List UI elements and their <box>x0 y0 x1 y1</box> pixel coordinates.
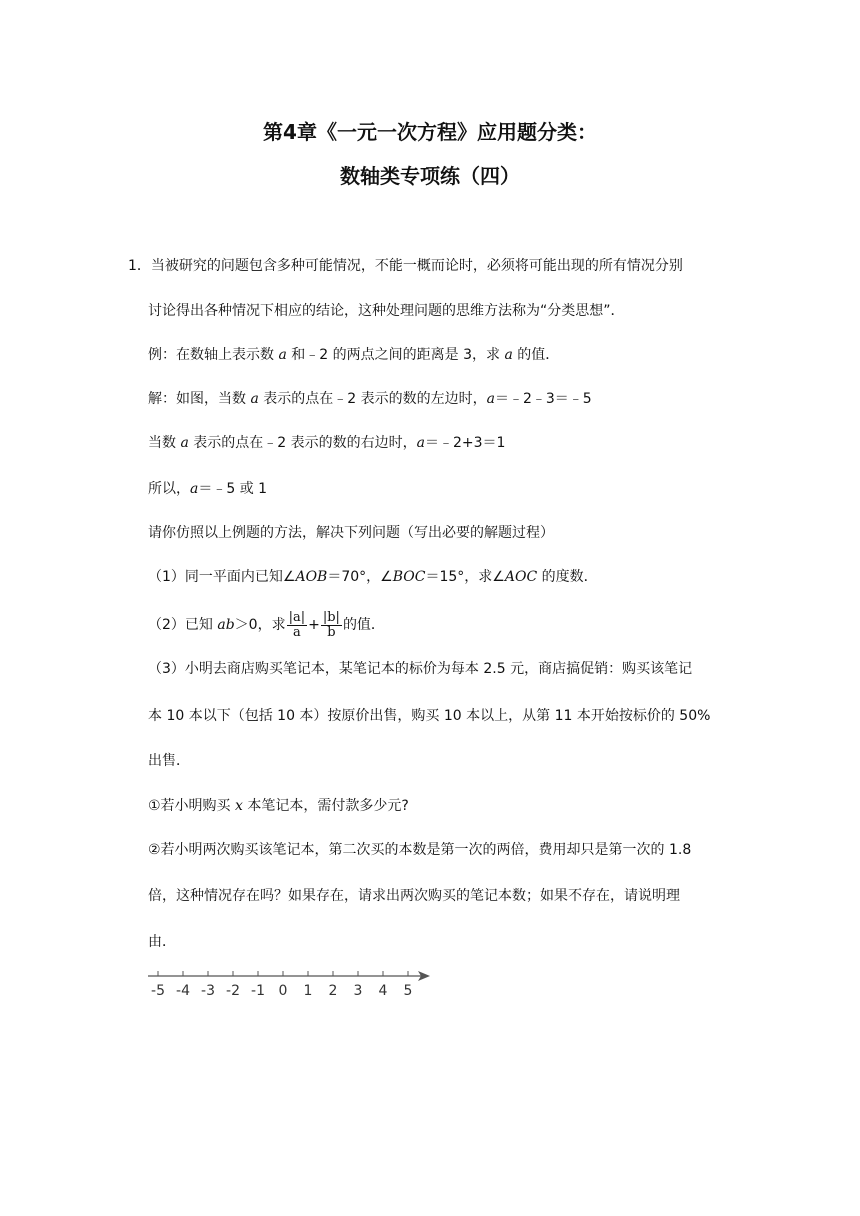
var-x: x <box>235 798 243 814</box>
number-line-label: 3 <box>353 983 363 999</box>
number-line-label: -5 <box>151 983 165 999</box>
q1-text-4: 的度数． <box>537 569 598 585</box>
fraction-abs-a-over-a <box>287 611 308 640</box>
q3a-text-2: 本笔记本，需付款多少元? <box>242 798 409 814</box>
var-a: a <box>190 481 199 497</box>
angle-aoc: AOC <box>504 569 538 585</box>
question-3b-line-1: ②若小明两次购买该笔记本，第二次买的本数是第一次的两倍，费用却只是第一次的 1.8 <box>148 842 692 858</box>
solution-3-text-2: ＝﹣5 或 1 <box>198 481 268 497</box>
var-a: a <box>180 435 189 451</box>
question-3-line-2: 本 10 本以下（包括 10 本）按原价出售，购买 10 本以上，从第 11 本开始按标价的 50% <box>148 708 711 724</box>
intro-text-1: 当被研究的问题包含多种可能情况，不能一概而论时，必须将可能出现的所有情况分别 <box>150 258 683 274</box>
question-3b-line-3: 由． <box>148 934 176 950</box>
q1-text-2: ＝70°，∠ <box>327 569 393 585</box>
fraction-numerator: |b| <box>322 609 340 625</box>
plus-sign: + <box>308 617 320 633</box>
fraction-denominator: b <box>327 624 336 640</box>
page-subtitle: 数轴类专项练（四） <box>340 164 520 188</box>
var-a: a <box>250 391 259 407</box>
solution-1-text-3: ＝﹣2﹣3＝﹣5 <box>494 391 592 407</box>
fraction-denominator: a <box>292 624 301 640</box>
number-line-label: 2 <box>328 983 338 999</box>
number-line-label: 1 <box>303 983 313 999</box>
angle-aob: AOB <box>295 569 328 585</box>
var-a: a <box>416 435 425 451</box>
number-line-label: -4 <box>176 983 190 999</box>
question-2 <box>148 610 385 640</box>
fraction-numerator: |a| <box>288 609 306 625</box>
q1-text-3: ＝15°，求∠ <box>425 569 505 585</box>
solution-1-text-2: 表示的点在﹣2 表示的数的左边时， <box>258 391 487 407</box>
number-line-label: -3 <box>201 983 215 999</box>
solution-line-1 <box>148 389 592 409</box>
number-line-label: 5 <box>403 983 413 999</box>
angle-boc: BOC <box>392 569 426 585</box>
var-ab: ab <box>217 617 235 633</box>
example-line <box>148 345 559 365</box>
solution-3-text-1: 所以， <box>148 481 190 497</box>
example-text-2: 和﹣2 的两点之间的距离是 3，求 <box>286 347 505 363</box>
problem-number: 1． <box>128 258 151 274</box>
number-line-figure <box>146 964 436 1000</box>
question-3b-line-2: 倍，这种情况存在吗？如果存在，请求出两次购买的笔记本数；如果不存在，请说明理 <box>148 888 680 904</box>
number-line-label: 0 <box>278 983 288 999</box>
q1-text-1: （1）同一平面内已知∠ <box>148 569 296 585</box>
var-a: a <box>278 347 287 363</box>
solution-line-2 <box>148 433 505 453</box>
example-text-1: 例：在数轴上表示数 <box>148 347 279 363</box>
question-1 <box>148 567 598 587</box>
solution-2-text-2: 表示的点在﹣2 表示的数的右边时， <box>188 435 417 451</box>
q3a-text-1: ①若小明购买 <box>148 798 236 814</box>
solution-line-3 <box>148 479 267 499</box>
q2-text-1: （2）已知 <box>148 617 218 633</box>
fraction-abs-b-over-b <box>321 611 342 640</box>
page-title: 第4章《一元一次方程》应用题分类： <box>263 120 597 144</box>
var-a: a <box>504 347 513 363</box>
q2-text-2: ＞0，求 <box>234 617 286 633</box>
question-3-line-3: 出售． <box>148 753 190 769</box>
solution-1-text-1: 解：如图，当数 <box>148 391 251 407</box>
solution-2-text-1: 当数 <box>148 435 181 451</box>
number-line-label: -1 <box>251 983 265 999</box>
example-text-3: 的值． <box>512 347 560 363</box>
question-3a <box>148 796 409 816</box>
q2-text-3: 的值． <box>342 617 385 633</box>
var-a: a <box>486 391 495 407</box>
solution-2-text-3: ＝﹣2+3＝1 <box>424 435 506 451</box>
number-line-label: -2 <box>226 983 240 999</box>
number-line-label: 4 <box>378 983 388 999</box>
problem-intro-line-1 <box>128 256 683 276</box>
problem-intro-line-2: 讨论得出各种情况下相应的结论，这种处理问题的思维方法称为“分类思想”． <box>148 303 625 319</box>
instruction-line: 请你仿照以上例题的方法，解决下列问题（写出必要的解题过程） <box>148 525 554 541</box>
question-3-line-1: （3）小明去商店购买笔记本，某笔记本的标价为每本 2.5 元，商店搞促销：购买该笔记 <box>148 661 693 677</box>
